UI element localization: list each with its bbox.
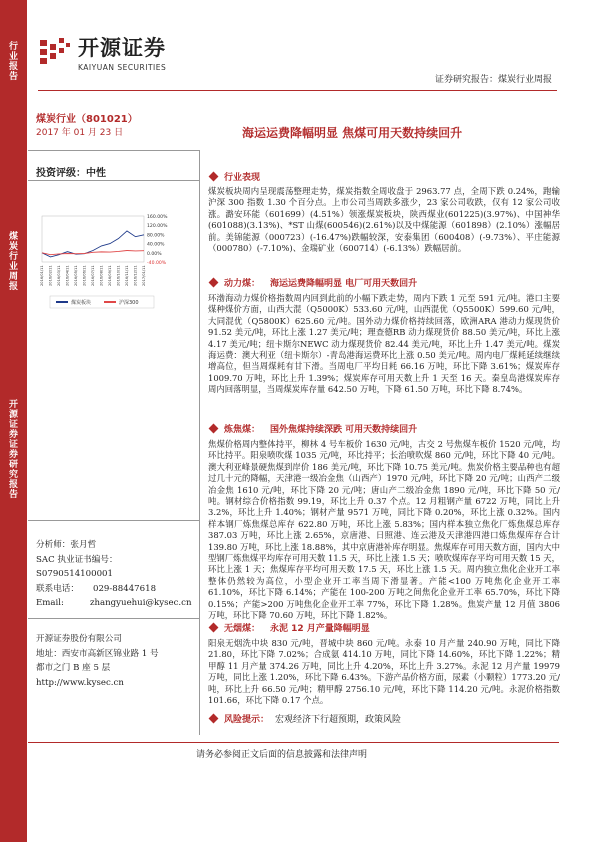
x-tick-label: 2016/08/11: [99, 265, 104, 286]
email-row: [36, 596, 192, 611]
logo-mark-icon: [38, 36, 72, 68]
x-tick-label: 2016/11/11: [125, 265, 130, 286]
y-tick-label: 80.00%: [147, 233, 165, 239]
x-tick-label: 2016/06/11: [82, 265, 87, 286]
left-col-divider-analyst: [28, 520, 199, 521]
report-title: 海运运费降幅明显 焦煤可用天数持续回升: [242, 126, 463, 140]
company-name: 开源证券股份有限公司: [36, 634, 122, 644]
diamond-bullet-icon: [209, 172, 219, 182]
paragraph-performance: 煤炭板块周内呈现震荡整理走势，煤炭指数全周收盘于 2963.77 点，全周下跌 0.24%，跑输沪深 300 指数 1.30 个百分点。上市公司当周跌多涨少，23 家公司收跌，仅有 12 家公司收涨。潞安环能（601699）(4.51%）领涨煤炭板块，陕西煤业(601225)(3.97%)、中国神华(601088)(3.13%)、*ST 山煤(600546)(2.61%)以及中煤能源（601898）(2.10%）涨幅居前。美锦能源（000723）(-16.47%)跌幅较深，安泰集团（600408）(-9.73%）、平庄能源（000780）(-7.10%)、金瑞矿业（600714）(-6.13%）跌幅居前。: [208, 186, 560, 254]
email-label: Email:: [36, 598, 64, 609]
sidebar-label-weekly: 煤炭行业周报: [8, 232, 18, 292]
sidebar-label-research: 开源证券证券研究报告: [8, 400, 18, 500]
series-line-1: [42, 251, 144, 255]
sac-number: S0790514100001: [36, 569, 113, 580]
paragraph-thermal-coal: 环渤海动力煤价格指数周内回到此前的小幅下跌走势，周内下跌 1 元至 591 元/吨。港口主要煤种煤价方面，山西大混（Q5000K）533.60 元/吨，山西混优（Q5500K）599.60 元/吨，大同混优（Q5800K）625.60 元/吨。国外动力煤价格持续回落，欧洲ARA 港动力煤现货价 91.52 美元/吨，环比上涨 1.27 美元/吨；理查德RB 动力煤现货价 88.50 美元/吨，环比上涨 4.17 美元/吨；纽卡斯尔NEWC 动力煤现货价 82.44 美元/吨，环比上升 1.47 美元/吨。煤炭海运费：澳大利亚（纽卡斯尔）-青岛港海运费环比上涨 0.50 美元/吨。周内电厂煤耗延续继续增高位，但当周煤耗有甘下滑。当周电厂平均日耗 66.16 万吨，环比下降 3.61%；煤炭库存 1009.70 万吨，环比上升 1.39%；煤炭库存可用天数上升 1 天至 16 天。秦皇岛港煤炭库存周内回落明显，当周煤炭库存量 642.50 万吨，下降 61.50 万吨，环比下降 8.74%。: [208, 293, 560, 395]
company-url[interactable]: http://www.kysec.cn: [36, 677, 124, 688]
x-tick-label: 2017/01/11: [142, 265, 147, 286]
column-divider: [199, 150, 200, 735]
paragraph-anthracite: 阳泉无烟洗中块 830 元/吨，晋城中块 860 元/吨。永泰 10 月产量 240.90 万吨，同比下降 21.80，环比下降 7.02%；合成氨 414.10 万吨，同比下降 14.60%，环比下降 1.22%；精甲醇 11 月产量 374.26 万吨，同比上升 4.20%，环比上升 3.27%。永泥 12 月产量 19979 万吨，同比上涨 1.20%，环比下降 6.43%。下游产品价格方面，尿素（小颗粒）1773.20 元/吨，环比上升 66.50 元/吨；精甲醇 2756.10 元/吨，环比下降 114.20 元/吨。永泥价格指数 101.66，环比下降 0.17 个点。: [208, 638, 560, 706]
report-type: 证券研究报告：煤炭行业周报: [434, 75, 552, 85]
company-address-1: 地址：西安市高新区锦业路 1 号: [36, 648, 159, 659]
left-col-divider-company: [28, 618, 199, 619]
section-head-performance: 行业表现: [208, 170, 270, 183]
report-date: 2017 年 01 月 23 日: [36, 128, 124, 138]
diamond-bullet-icon: [209, 424, 219, 434]
sac-label: SAC 执业证书编号：: [36, 554, 118, 565]
diamond-bullet-icon: [209, 278, 219, 288]
analyst-info: [36, 538, 192, 611]
legend-label: 煤炭板块: [71, 300, 92, 306]
phone-row: [36, 582, 192, 597]
paragraph-coking-coal: 焦煤价格周内整体持平，柳林 4 号车板价 1630 元/吨，古交 2 号焦煤车板价 1520 元/吨，均环比持平。阳泉喷吹煤 1035 元/吨，环比持平；长治喷吹煤 860 元/吨，环比下降 40 元/吨。澳大利亚峰景硬焦煤到岸价 186 美元/吨，环比下降 10.75 美元/吨。焦炭价格主要品种也有超过几十元的降幅，天津港一级冶金焦（山西产）1970 元/吨，环比下降 20 元/吨；山西产二级冶金焦 1610 元/吨，环比下降 20 元/吨；唐山产二级冶金焦 1890 元/吨，环比下降 50 元/吨。钢材综合价格指数 99.19，环比上升 0.37 个点。12 月粗钢产量 6722 万吨，同比上升 3.2%，环比上升 1.40%；钢材产量 9571 万吨，同比下降 0.20%，环比上涨 0.32%。国内样本钢厂炼焦煤总库存 622.80 万吨，环比上涨 5.83%；国内样本独立焦化厂炼焦煤总库存 387.03 万吨，环比上涨 2.65%，京唐港、日照港、连云港及天津港四港口炼焦煤库存合计 139.80 万吨，环比上涨 18.88%，其中京唐港补库存明显。焦煤库存可用天数方面，国内大中型钢厂炼焦煤平均库存可用天数 11.5 天，环比上涨 1.5 天；喷吹煤库存平均可用天数 15 天，环比上涨 1 天；焦煤库存平均可用天数 17.5 天，环比上涨 1.5 天。周内独立焦化企业开工率整体仍然较为高位，小型企业开工率当周下滑显著。产能<100 万吨焦化企业开工率 61.10%，环比下降 6.14%；产能在 100-200 万吨之间焦化企业开工率 65.70%，环比下降 0.15%；产能>200 万吨焦化企业开工率 77%，环比下降 1.28%。焦炭产量 12 月值 3806 万吨，环比下降 70.60 万吨，环比下降 1.82%。: [208, 439, 560, 621]
x-tick-label: 2016/05/11: [74, 265, 79, 286]
risk-warning: 风险提示： 宏观经济下行超预期，政策风险: [208, 712, 401, 725]
analyst-name: 分析师：张月哲: [36, 540, 97, 550]
left-col-divider-top: [28, 150, 199, 151]
diamond-bullet-icon: [209, 623, 219, 633]
footer-divider: [28, 742, 559, 743]
logo-text-cn: 开源证券: [78, 36, 166, 60]
investment-rating: 投资评级：中性: [36, 168, 106, 179]
section-head-thermal-coal: 动力煤： 海运运费降幅明显 电厂可用天数回升: [208, 276, 417, 289]
left-col-divider-rating: [28, 180, 199, 181]
performance-chart-svg: [36, 212, 196, 310]
y-tick-label: 0.00%: [147, 251, 162, 257]
x-tick-label: 2016/10/11: [116, 265, 121, 286]
y-tick-label: 160.00%: [147, 215, 168, 220]
phone-label: 联系电话：: [36, 583, 79, 594]
section-head-anthracite: 无烟煤： 永泥 12 月产量降幅明显: [208, 621, 370, 634]
x-tick-label: 2016/01/11: [40, 265, 45, 286]
section-head-coking-coal: 炼焦煤： 国外焦煤持续深跌 可用天数持续回升: [208, 422, 417, 435]
x-tick-label: 2016/12/11: [133, 265, 138, 286]
footer-disclaimer: 请务必参阅正文后面的信息披露和法律声明: [196, 750, 368, 760]
x-tick-label: 2016/02/11: [48, 265, 53, 286]
y-tick-label: -40.00%: [147, 261, 167, 266]
x-tick-label: 2016/03/11: [57, 265, 62, 286]
logo-text-en: KAIYUAN SECURITIES: [78, 63, 167, 72]
legend-label: 沪深300: [119, 300, 139, 306]
header-divider: [38, 90, 557, 91]
company-address-2: 都市之门 B 座 5 层: [36, 663, 111, 674]
y-tick-label: 40.00%: [147, 242, 165, 248]
sidebar: [0, 0, 27, 842]
phone-value: 029-88447618: [92, 583, 157, 594]
series-line-0: [42, 231, 144, 257]
industry-label: 煤炭行业（801021）: [36, 114, 138, 125]
performance-chart: [36, 212, 196, 310]
y-tick-label: 120.00%: [147, 224, 168, 230]
x-tick-label: 2016/04/11: [65, 265, 70, 286]
x-tick-label: 2016/09/11: [108, 265, 113, 286]
email-value[interactable]: zhangyuehui@kysec.cn: [89, 598, 192, 609]
x-tick-label: 2016/07/11: [91, 265, 96, 286]
company-logo: [38, 32, 166, 72]
company-info: [36, 632, 159, 690]
diamond-bullet-icon: [209, 714, 219, 724]
sidebar-label-report: 行业报告: [8, 42, 18, 82]
